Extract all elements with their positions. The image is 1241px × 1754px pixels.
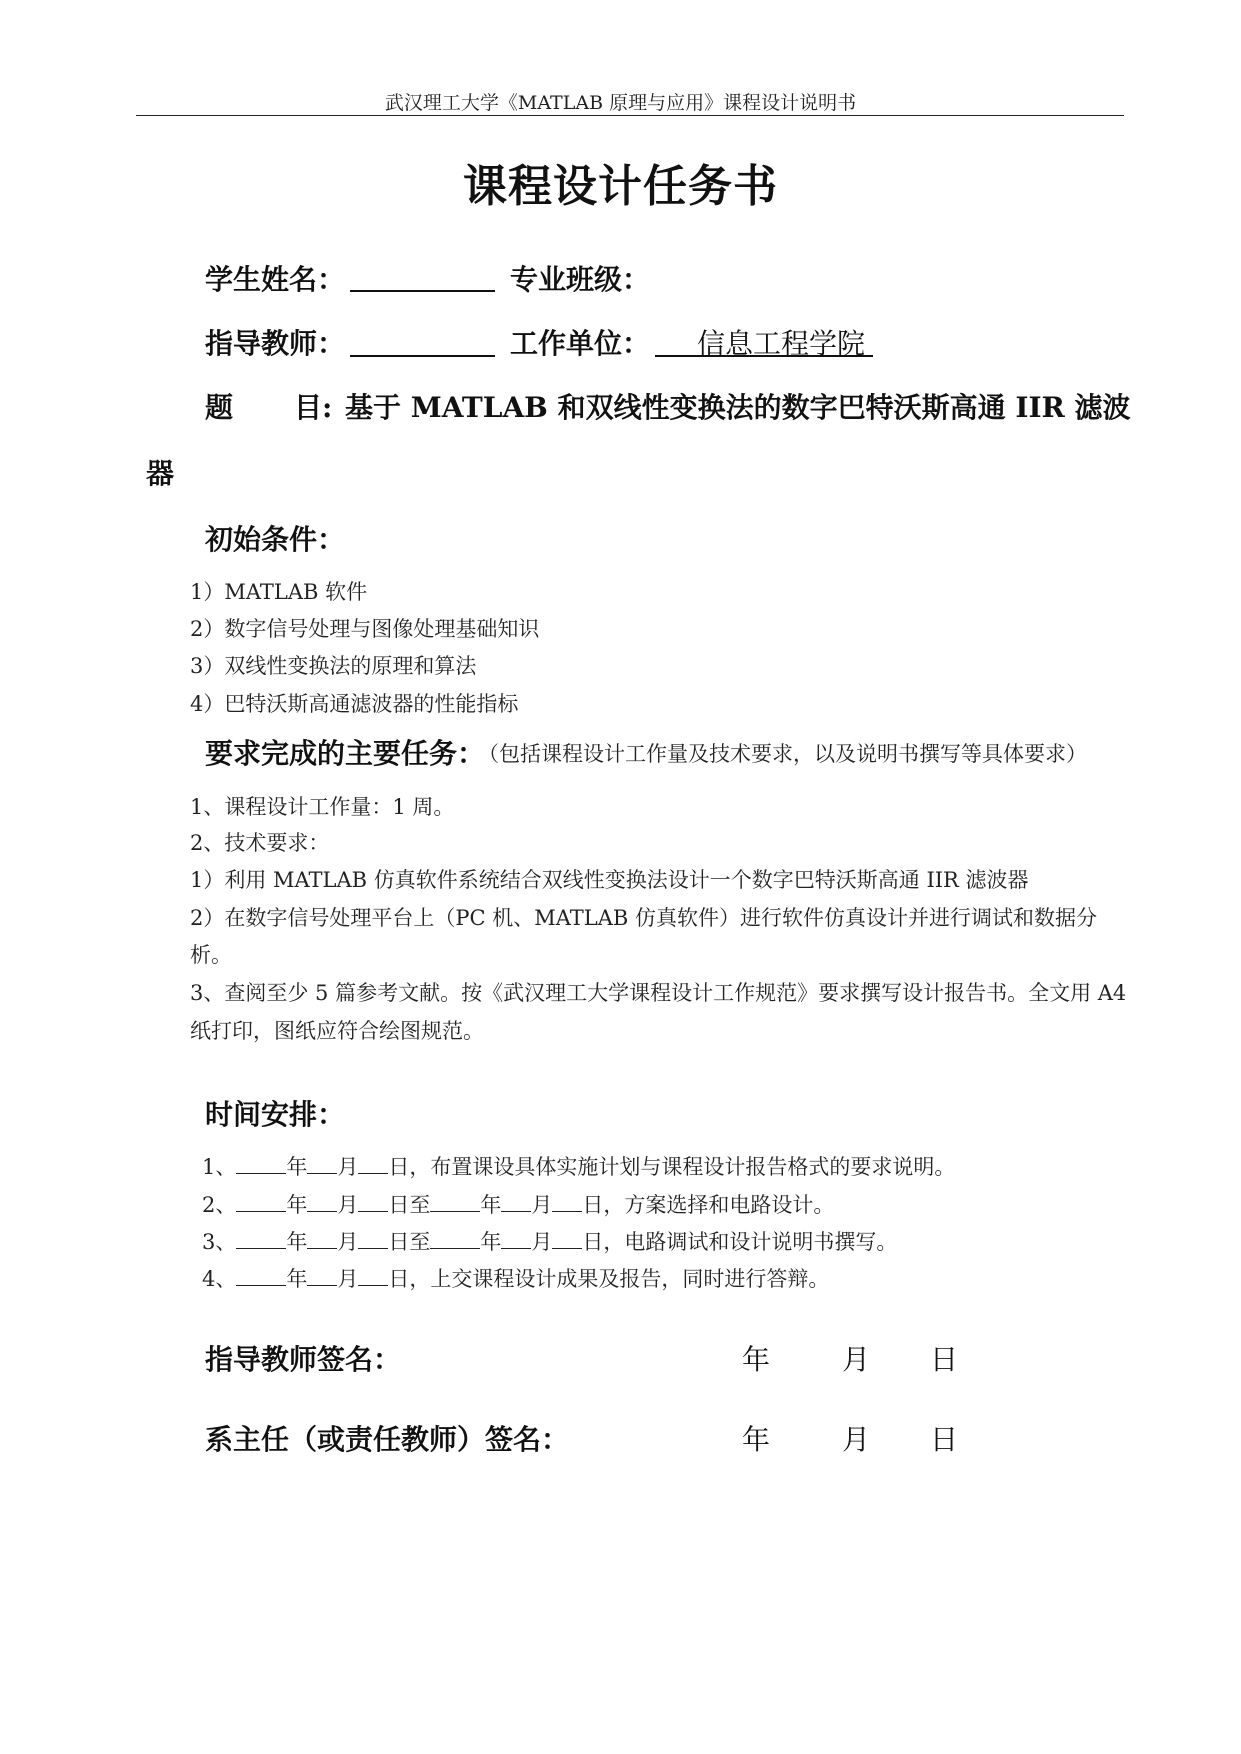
schedule-row xyxy=(202,1263,829,1293)
task-line: 2）在数字信号处理平台上（PC 机、MATLAB 仿真软件）进行软件仿真设计并进行调试和数据分 xyxy=(190,906,1097,930)
month-unit: 月 xyxy=(337,1267,359,1291)
year-blank[interactable] xyxy=(430,1228,480,1249)
header-divider xyxy=(136,115,1124,116)
student-name-blank[interactable] xyxy=(350,290,495,292)
task-line: 1、课程设计工作量：1 周。 xyxy=(190,795,455,819)
month-blank[interactable] xyxy=(501,1191,531,1212)
schedule-text: ，电路调试和设计说明书撰写。 xyxy=(603,1230,898,1254)
day-blank[interactable] xyxy=(552,1228,582,1249)
sign-year: 年 xyxy=(742,1423,771,1456)
topic-label-left: 题 xyxy=(205,391,234,424)
schedule-text: ，上交课程设计成果及报告，同时进行答辩。 xyxy=(409,1267,830,1291)
month-unit: 月 xyxy=(337,1230,359,1254)
advisor-blank[interactable] xyxy=(350,355,495,357)
sign-day: 日 xyxy=(930,1423,959,1456)
topic-text-line1: 基于 MATLAB 和双线性变换法的数字巴特沃斯高通 IIR 滤波 xyxy=(345,391,1131,424)
condition-item: 2）数字信号处理与图像处理基础知识 xyxy=(190,617,540,641)
unit-value: 信息工程学院 xyxy=(697,327,866,360)
schedule-num: 1、 xyxy=(202,1155,237,1179)
day-blank[interactable] xyxy=(358,1153,388,1174)
initial-conditions-heading: 初始条件： xyxy=(205,523,346,556)
day-blank[interactable] xyxy=(358,1228,388,1249)
to-label: 至 xyxy=(409,1193,431,1217)
day-unit: 日 xyxy=(582,1193,604,1217)
schedule-text: ，方案选择和电路设计。 xyxy=(603,1193,835,1217)
day-blank[interactable] xyxy=(358,1265,388,1286)
month-unit: 月 xyxy=(337,1193,359,1217)
year-blank[interactable] xyxy=(430,1191,480,1212)
condition-item: 1）MATLAB 软件 xyxy=(190,580,368,604)
day-unit: 日 xyxy=(388,1155,410,1179)
major-class-label: 专业班级： xyxy=(510,263,651,296)
advisor-label: 指导教师： xyxy=(205,327,346,360)
main-tasks-note: （包括课程设计工作量及技术要求，以及说明书撰写等具体要求） xyxy=(478,742,1087,766)
schedule-row xyxy=(202,1226,897,1256)
task-line: 析。 xyxy=(190,943,232,967)
sign-month: 月 xyxy=(842,1343,871,1376)
year-unit: 年 xyxy=(286,1155,308,1179)
year-blank[interactable] xyxy=(236,1228,286,1249)
year-blank[interactable] xyxy=(236,1191,286,1212)
month-blank[interactable] xyxy=(307,1191,337,1212)
year-blank[interactable] xyxy=(236,1153,286,1174)
director-sign-label: 系主任（或责任教师）签名： xyxy=(205,1423,570,1456)
task-line: 1）利用 MATLAB 仿真软件系统结合双线性变换法设计一个数字巴特沃斯高通 IIR 滤波器 xyxy=(190,868,1029,892)
year-blank[interactable] xyxy=(236,1265,286,1286)
day-unit: 日 xyxy=(582,1230,604,1254)
month-blank[interactable] xyxy=(307,1153,337,1174)
advisor-sign-label: 指导教师签名： xyxy=(205,1343,402,1376)
unit-label: 工作单位： xyxy=(510,327,651,360)
task-line: 3、查阅至少 5 篇参考文献。按《武汉理工大学课程设计工作规范》要求撰写设计报告书。全文用 A4 xyxy=(190,981,1127,1005)
to-label: 至 xyxy=(409,1230,431,1254)
sign-year: 年 xyxy=(742,1343,771,1376)
topic-label-right: 目: xyxy=(294,391,333,424)
day-blank[interactable] xyxy=(552,1191,582,1212)
day-unit: 日 xyxy=(388,1267,410,1291)
schedule-row xyxy=(202,1151,955,1181)
year-unit: 年 xyxy=(480,1193,502,1217)
day-unit: 日 xyxy=(388,1230,410,1254)
student-name-label: 学生姓名： xyxy=(205,263,346,296)
schedule-row xyxy=(202,1189,834,1219)
month-unit: 月 xyxy=(337,1155,359,1179)
year-unit: 年 xyxy=(286,1230,308,1254)
schedule-num: 3、 xyxy=(202,1230,237,1254)
month-unit: 月 xyxy=(531,1193,553,1217)
month-blank[interactable] xyxy=(307,1228,337,1249)
schedule-text: ，布置课设具体实施计划与课程设计报告格式的要求说明。 xyxy=(409,1155,956,1179)
topic-text-line2: 器 xyxy=(146,457,175,490)
month-unit: 月 xyxy=(531,1230,553,1254)
schedule-heading: 时间安排： xyxy=(205,1098,346,1131)
month-blank[interactable] xyxy=(307,1265,337,1286)
sign-day: 日 xyxy=(930,1343,959,1376)
year-unit: 年 xyxy=(286,1267,308,1291)
year-unit: 年 xyxy=(286,1193,308,1217)
main-tasks-heading: 要求完成的主要任务： xyxy=(205,737,486,770)
month-blank[interactable] xyxy=(501,1228,531,1249)
schedule-num: 2、 xyxy=(202,1193,237,1217)
schedule-num: 4、 xyxy=(202,1267,237,1291)
page-header: 武汉理工大学《MATLAB 原理与应用》课程设计说明书 xyxy=(384,92,857,114)
task-line: 纸打印，图纸应符合绘图规范。 xyxy=(190,1019,484,1043)
day-unit: 日 xyxy=(388,1193,410,1217)
condition-item: 3）双线性变换法的原理和算法 xyxy=(190,654,477,678)
task-line: 2、技术要求： xyxy=(190,831,330,855)
year-unit: 年 xyxy=(480,1230,502,1254)
condition-item: 4）巴特沃斯高通滤波器的性能指标 xyxy=(190,692,519,716)
day-blank[interactable] xyxy=(358,1191,388,1212)
sign-month: 月 xyxy=(842,1423,871,1456)
page-title: 课程设计任务书 xyxy=(463,161,778,212)
